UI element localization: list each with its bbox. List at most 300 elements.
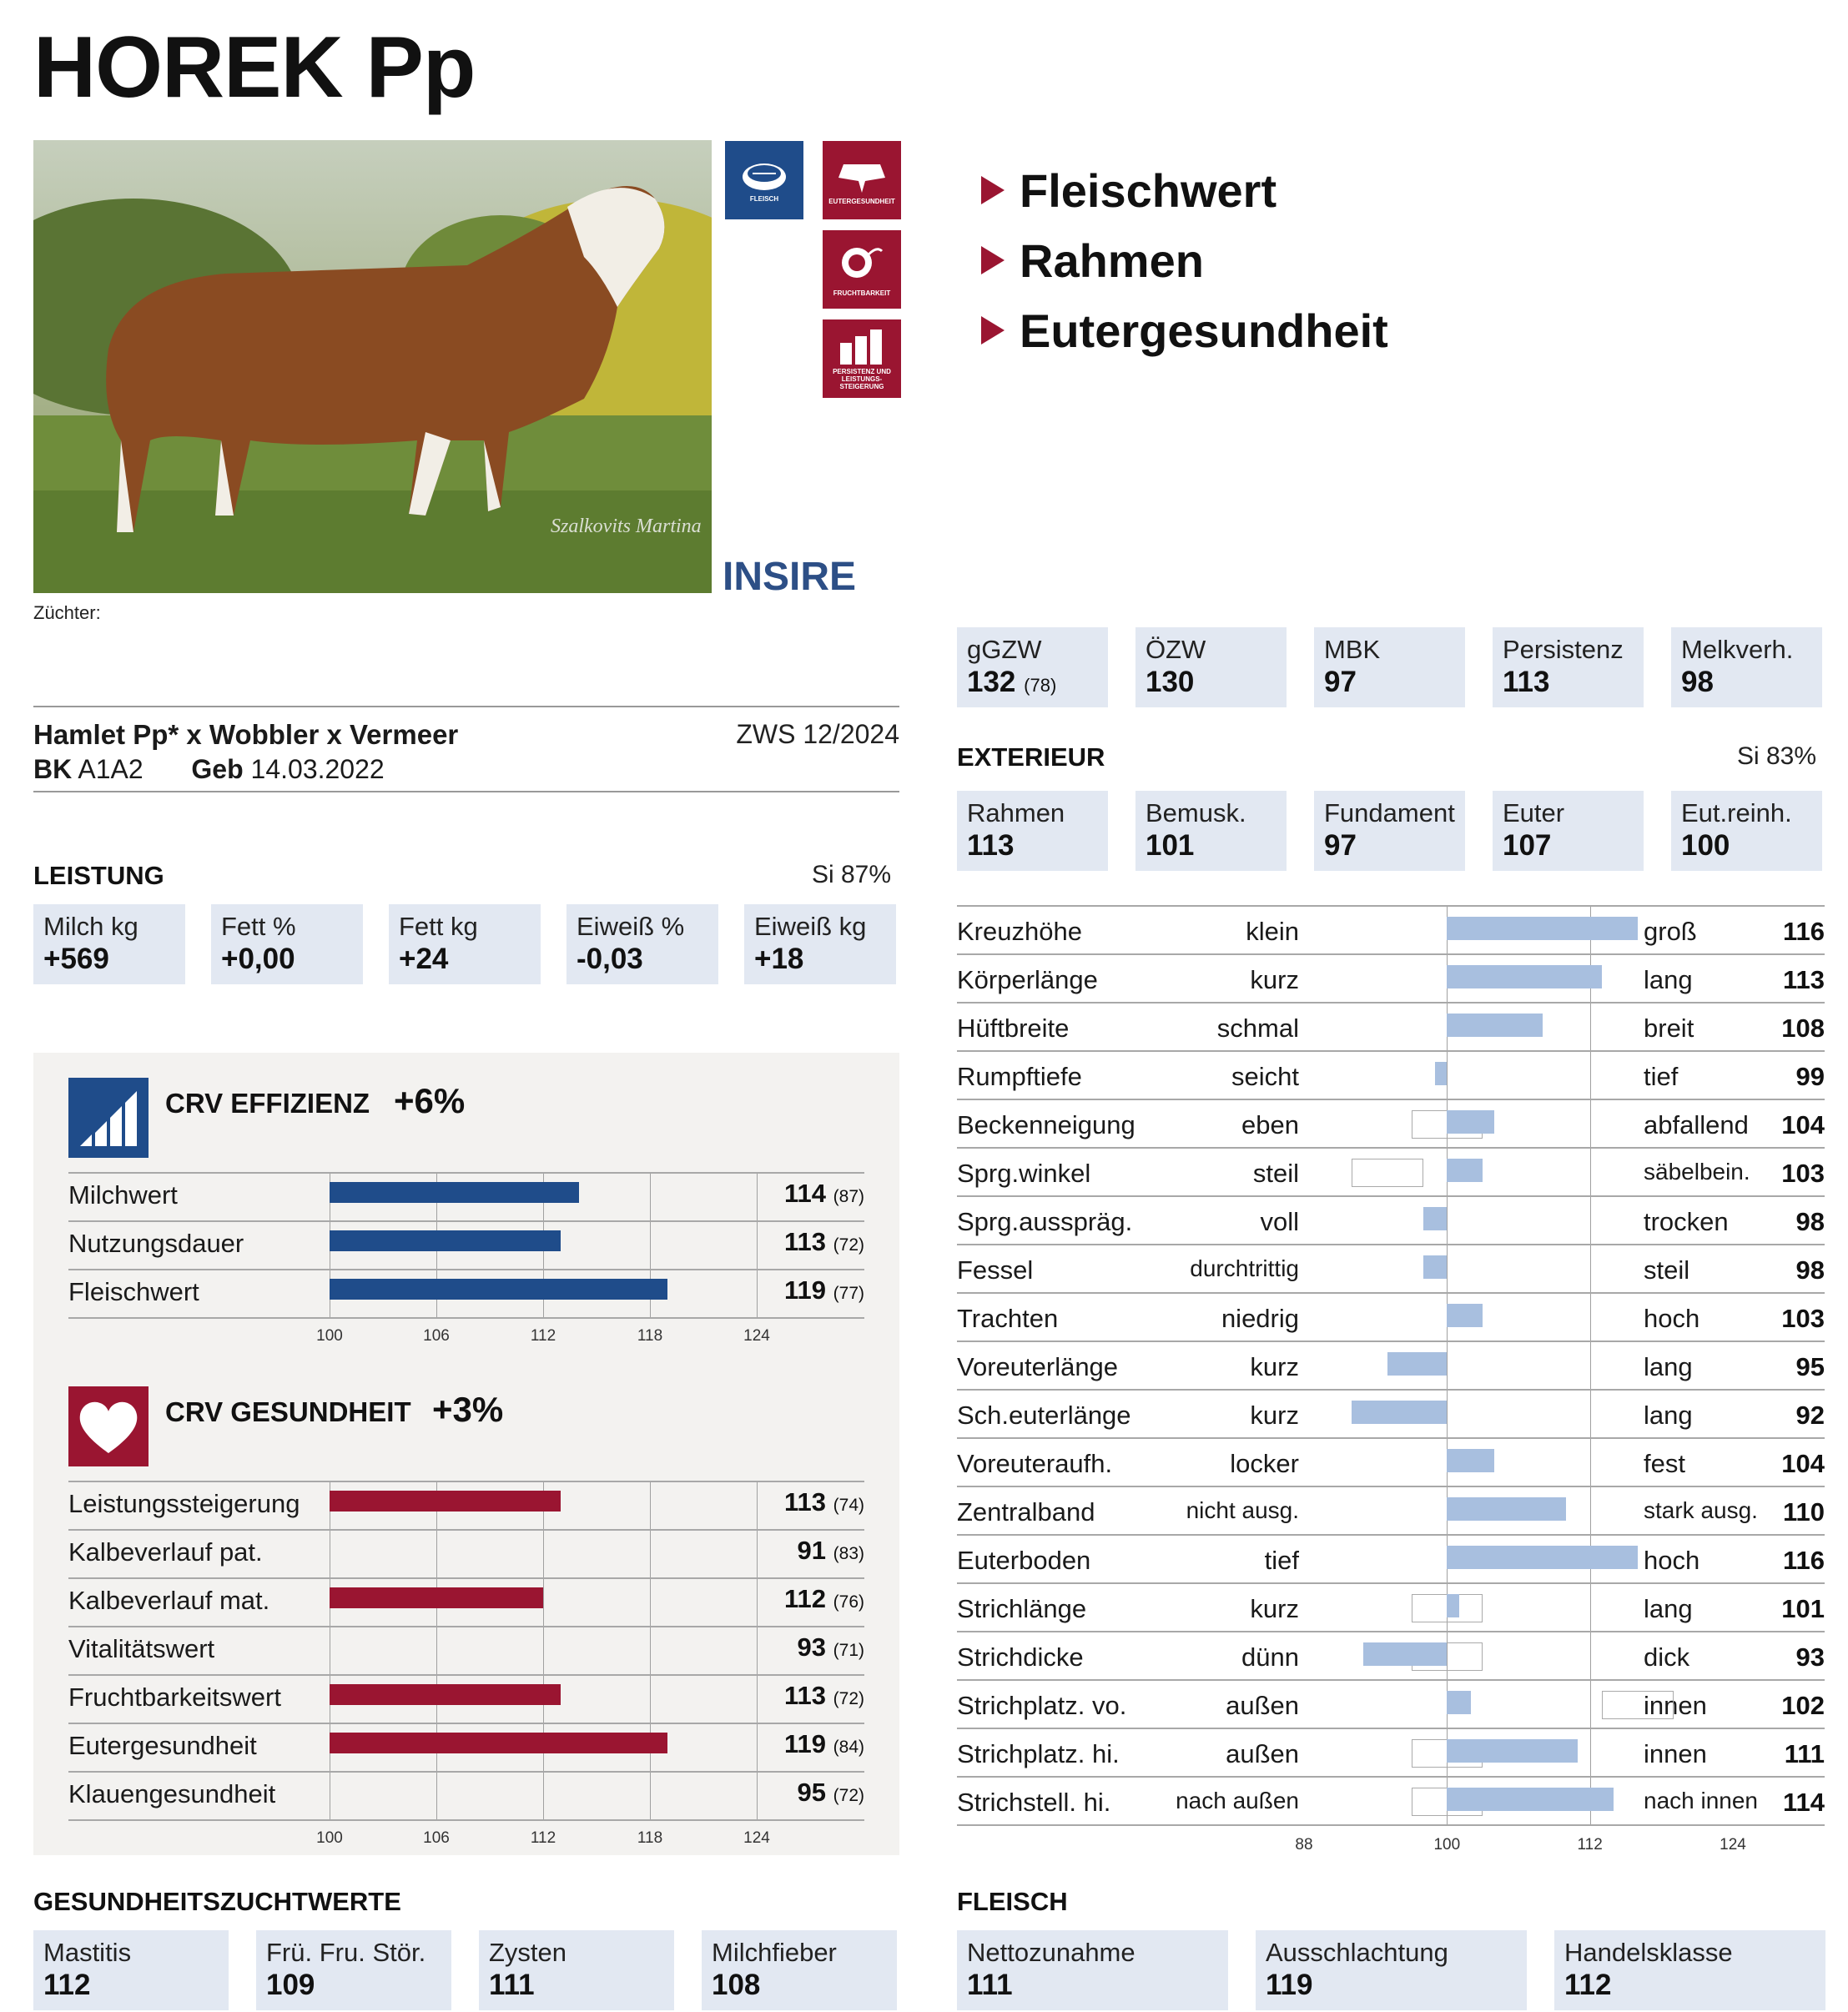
crv-row-number: 93 (797, 1632, 827, 1662)
value-box-value (266, 1969, 441, 2002)
exterieur-row-low: außen (1226, 1739, 1299, 1768)
crv-effizienz-pct: +6% (394, 1081, 466, 1120)
exterieur-row (957, 1437, 1825, 1486)
value-box (1314, 791, 1465, 871)
bullet-triangle-icon (981, 316, 1005, 345)
exterieur-row (957, 1195, 1825, 1244)
crv-bar (330, 1684, 561, 1705)
crv-tick-label: 106 (423, 1327, 450, 1345)
highlight-item (981, 155, 1388, 225)
crv-bar (330, 1733, 667, 1753)
exterieur-bar (1423, 1255, 1448, 1279)
value-box-label: Fett % (221, 912, 296, 941)
value-box-label: Fett kg (399, 912, 478, 941)
exterieur-row (957, 905, 1825, 953)
value-box-number: 111 (967, 1969, 1013, 2001)
exterieur-bar (1352, 1401, 1447, 1424)
exterieur-row-label: Euterboden (957, 1546, 1091, 1575)
value-box-number: 101 (1146, 829, 1195, 862)
value-box-label: Eut.reinh. (1681, 798, 1792, 827)
highlight-item (981, 225, 1388, 295)
value-box-label: Ausschlachtung (1266, 1938, 1448, 1967)
exterieur-row-low: steil (1252, 1159, 1299, 1188)
exterieur-row-label: Körperlänge (957, 965, 1098, 994)
photo-watermark: Szalkovits Martina (551, 516, 702, 537)
crv-row-value (798, 1632, 864, 1662)
exterieur-row-high: hoch (1644, 1304, 1700, 1333)
exterieur-row-high: dick (1644, 1642, 1690, 1672)
exterieur-row-high: innen (1644, 1739, 1707, 1768)
bullet-triangle-icon (981, 246, 1005, 274)
value-box-number: 113 (967, 829, 1015, 862)
exterieur-row-low: durchtrittig (1190, 1255, 1299, 1281)
exterieur-row-value: 110 (1782, 1497, 1825, 1527)
crv-gesundheit-title: CRV GESUNDHEIT (165, 1396, 411, 1427)
exterieur-row (957, 1292, 1825, 1340)
exterieur-row-high: groß (1644, 917, 1697, 946)
value-box (33, 904, 185, 984)
exterieur-bar (1435, 1062, 1447, 1085)
exterieur-row-label: Kreuzhöhe (957, 917, 1082, 946)
exterieur-row-high: säbelbein. (1644, 1159, 1750, 1185)
exterieur-row-value: 98 (1795, 1255, 1825, 1285)
exterieur-bar (1363, 1642, 1447, 1666)
value-box-value (1503, 829, 1634, 863)
crv-row-si: (74) (833, 1496, 864, 1515)
fleisch-icon (725, 141, 803, 219)
value-box-number: 112 (43, 1969, 91, 2001)
exterieur-row-low: außen (1226, 1691, 1299, 1720)
exterieur-row-label: Voreuterlänge (957, 1352, 1119, 1381)
exterieur-row-label: Strichplatz. vo. (957, 1691, 1127, 1720)
crv-row-label: Fleischwert (68, 1277, 199, 1306)
crv-gesundheit-pct: +3% (432, 1390, 504, 1429)
highlight-label: Rahmen (1020, 234, 1204, 287)
exterieur-row (957, 1679, 1825, 1728)
exterieur-bar (1447, 965, 1602, 988)
value-box-number: +569 (43, 943, 109, 975)
value-box-label: Melkverh. (1681, 635, 1794, 664)
value-box (566, 904, 718, 984)
exterieur-row-value: 95 (1795, 1352, 1825, 1381)
value-box-number: 97 (1324, 666, 1357, 698)
exterieur-row-low: kurz (1250, 965, 1299, 994)
exterieur-row-value: 101 (1781, 1594, 1825, 1623)
value-box (1314, 627, 1465, 707)
exterieur-row-value: 108 (1781, 1014, 1825, 1043)
exterieur-row-low: tief (1264, 1546, 1299, 1575)
value-box (957, 627, 1108, 707)
gesundheit-heart-icon (68, 1386, 149, 1466)
value-box-label: Fundament (1324, 798, 1455, 827)
crv-row-label: Kalbeverlauf mat. (68, 1586, 270, 1615)
value-box-value (1266, 1969, 1517, 2002)
crv-row-label: Vitalitätswert (68, 1634, 215, 1663)
crv-tick-label: 124 (743, 1327, 770, 1345)
value-box (1671, 791, 1822, 871)
exterieur-row-value: 92 (1795, 1401, 1825, 1430)
exterieur-row-high: fest (1644, 1449, 1685, 1478)
exterieur-row-label: Sch.euterlänge (957, 1401, 1131, 1430)
crv-row-label: Klauengesundheit (68, 1779, 276, 1808)
crv-row-si: (87) (833, 1187, 864, 1206)
crv-row-value (798, 1536, 864, 1566)
exterieur-row-low: schmal (1216, 1014, 1299, 1043)
value-box-label: Persistenz (1503, 635, 1624, 664)
crv-row-value (784, 1681, 864, 1711)
value-box-number: +18 (754, 943, 804, 975)
exterieur-row-low: eben (1241, 1110, 1299, 1139)
bull-photo (33, 140, 712, 593)
exterieur-row-value: 116 (1782, 917, 1825, 946)
optimum-range-box (1352, 1159, 1423, 1187)
exterieur-row-low: voll (1260, 1207, 1299, 1236)
value-box-value (489, 1969, 664, 2002)
exterieur-bar (1447, 1014, 1542, 1037)
exterieur-row-value: 116 (1782, 1546, 1825, 1575)
exterieur-row-label: Strichstell. hi. (957, 1788, 1111, 1817)
exterieur-row-value: 102 (1781, 1691, 1825, 1720)
exterieur-row-low: niedrig (1221, 1304, 1299, 1333)
exterieur-row-label: Zentralband (957, 1497, 1095, 1527)
exterieur-row-low: seicht (1231, 1062, 1299, 1091)
crv-row-si: (83) (833, 1544, 864, 1563)
exterieur-tick-label: 112 (1577, 1836, 1603, 1854)
bk-value: A1A2 (78, 754, 144, 784)
crv-tick-label: 118 (637, 1829, 663, 1847)
crv-row-number: 114 (784, 1179, 827, 1208)
crv-row-number: 91 (797, 1536, 827, 1565)
crv-row-label: Kalbeverlauf pat. (68, 1537, 263, 1567)
crv-row-si: (76) (833, 1592, 864, 1612)
exterieur-row-high: stark ausg. (1644, 1497, 1758, 1523)
value-box (957, 1930, 1228, 2010)
crv-bar (330, 1491, 561, 1512)
exterieur-row-label: Sprg.winkel (957, 1159, 1091, 1188)
value-box-label: Zysten (489, 1938, 567, 1967)
exterieur-row-value: 103 (1781, 1159, 1825, 1188)
crv-row-value (784, 1487, 864, 1517)
bull-photo-image (33, 140, 712, 593)
gesundheitszuchtwerte-title: GESUNDHEITSZUCHTWERTE (33, 1887, 401, 1916)
value-box-value (967, 829, 1098, 863)
value-box-value (43, 1969, 219, 2002)
divider (33, 706, 899, 707)
crv-row-label: Milchwert (68, 1180, 178, 1210)
value-box (33, 1930, 229, 2010)
exterieur-row-low: kurz (1250, 1594, 1299, 1623)
value-box-label: Handelsklasse (1564, 1938, 1733, 1967)
value-box-value (967, 666, 1098, 702)
value-box-number: 130 (1146, 666, 1195, 698)
crv-bottom-line (68, 1819, 864, 1821)
exterieur-bottom-line (957, 1824, 1825, 1826)
bk-label: BK (33, 754, 73, 784)
value-box-value (577, 943, 708, 976)
exterieur-bar (1447, 1788, 1614, 1811)
value-box-label: Nettozunahme (967, 1938, 1135, 1967)
value-box (1256, 1930, 1527, 2010)
crv-bottom-line (68, 1317, 864, 1319)
crv-bar (330, 1279, 667, 1300)
geb-label: Geb (191, 754, 244, 784)
value-box (1554, 1930, 1825, 2010)
birth-info (33, 754, 385, 785)
value-box-value (1681, 666, 1812, 699)
value-box (1671, 627, 1822, 707)
value-box-label: Frü. Fru. Stör. (266, 1938, 426, 1967)
value-box-label: Milchfieber (712, 1938, 837, 1967)
value-box (1135, 791, 1287, 871)
exterieur-row (957, 953, 1825, 1002)
exterieur-row-value: 104 (1781, 1110, 1825, 1139)
exterieur-row-high: innen (1644, 1691, 1707, 1720)
exterieur-bar (1447, 1594, 1458, 1617)
highlight-label: Fleischwert (1020, 163, 1277, 217)
crv-row-label: Leistungssteigerung (68, 1489, 300, 1518)
crv-row-si: (72) (833, 1235, 864, 1255)
crv-row-number: 112 (784, 1584, 827, 1613)
value-box-number: 112 (1564, 1969, 1612, 2001)
exterieur-row-label: Strichplatz. hi. (957, 1739, 1120, 1768)
value-box-number: 111 (489, 1969, 535, 2001)
value-box-value (712, 1969, 887, 2002)
highlight-label: Eutergesundheit (1020, 304, 1388, 357)
exterieur-title: EXTERIEUR (957, 742, 1105, 772)
value-box-number: 108 (712, 1969, 761, 2001)
crv-row (68, 1771, 864, 1818)
exterieur-bar (1447, 1497, 1566, 1521)
value-box-number: 132 (967, 666, 1016, 698)
exterieur-tick-label: 100 (1433, 1836, 1461, 1854)
crv-tick-label: 106 (423, 1829, 450, 1847)
exterieur-row-high: nach innen (1644, 1788, 1759, 1813)
value-box-value (1503, 666, 1634, 699)
crv-row-si: (71) (833, 1641, 864, 1660)
exterieur-row-label: Strichdicke (957, 1642, 1084, 1672)
value-box-value (43, 943, 175, 976)
value-box-value (1324, 666, 1455, 699)
crv-row-si: (84) (833, 1738, 864, 1757)
exterieur-row (957, 1486, 1825, 1534)
crv-row-number: 113 (784, 1681, 827, 1710)
exterieur-row-high: lang (1644, 1401, 1693, 1430)
exterieur-row-value: 114 (1782, 1788, 1825, 1817)
exterieur-row (957, 1002, 1825, 1050)
value-box-number: 107 (1503, 829, 1552, 862)
value-box-number: +24 (399, 943, 449, 975)
exterieur-bar (1423, 1207, 1448, 1230)
fruchtbarkeit-icon (823, 230, 901, 309)
insire-logo: INSIRE (723, 555, 857, 599)
crv-row-si: (72) (833, 1786, 864, 1805)
value-box-label: MBK (1324, 635, 1381, 664)
exterieur-row-value: 99 (1795, 1062, 1825, 1091)
value-box-label: Eiweiß % (577, 912, 685, 941)
value-box-number: 113 (1503, 666, 1550, 698)
fleisch-icon-label: FLEISCH (749, 194, 779, 203)
exterieur-bar (1447, 917, 1637, 940)
exterieur-row-label: Voreuteraufh. (957, 1449, 1113, 1478)
exterieur-row-low: locker (1230, 1449, 1299, 1478)
value-box-number: +0,00 (221, 943, 295, 975)
geb-value: 14.03.2022 (250, 754, 385, 784)
exterieur-row-label: Beckenneigung (957, 1110, 1135, 1139)
crv-row-label: Eutergesundheit (68, 1731, 257, 1760)
optimum-range-box (1602, 1691, 1674, 1719)
exterieur-row-label: Fessel (957, 1255, 1034, 1285)
page-title: HOREK Pp (33, 19, 476, 116)
crv-tick-label: 100 (316, 1829, 343, 1847)
value-box (957, 791, 1108, 871)
value-box-label: Bemusk. (1146, 798, 1246, 827)
crv-row-number: 113 (784, 1487, 827, 1517)
value-box-value (1564, 1969, 1815, 2002)
leistung-title: LEISTUNG (33, 861, 164, 890)
exterieur-tick-label: 124 (1720, 1836, 1746, 1854)
value-box (256, 1930, 451, 2010)
eutergesundheit-icon-label: EUTERGESUNDHEIT (828, 197, 895, 205)
persistenz-icon (823, 319, 901, 398)
exterieur-row-high: hoch (1644, 1546, 1700, 1575)
exterieur-row-low: klein (1246, 917, 1299, 946)
exterieur-row-low: nicht ausg. (1186, 1497, 1299, 1523)
crv-bar (330, 1230, 561, 1251)
highlights-list (981, 155, 1388, 365)
crv-tick-label: 112 (530, 1327, 556, 1345)
value-box-label: gGZW (967, 635, 1042, 664)
crv-row (68, 1626, 864, 1672)
exterieur-row-value: 111 (1784, 1739, 1825, 1768)
divider (33, 791, 899, 792)
crv-effizienz-title: CRV EFFIZIENZ (165, 1088, 370, 1119)
crv-row-label: Fruchtbarkeitswert (68, 1683, 281, 1712)
crv-tick-label: 112 (530, 1829, 556, 1847)
value-box-value (967, 1969, 1218, 2002)
crv-row-number: 119 (784, 1275, 827, 1305)
value-box-label: Mastitis (43, 1938, 132, 1967)
crv-row-value (784, 1179, 864, 1209)
crv-row-si: (77) (833, 1284, 864, 1303)
exterieur-row-label: Strichlänge (957, 1594, 1087, 1623)
crv-tick-label: 118 (637, 1327, 663, 1345)
exterieur-row-value: 93 (1795, 1642, 1825, 1672)
value-box-value (1146, 829, 1276, 863)
exterieur-row-high: abfallend (1644, 1110, 1749, 1139)
leistung-si: Si 87% (811, 861, 891, 888)
zws-label: ZWS 12/2024 (736, 719, 899, 749)
exterieur-row (957, 1244, 1825, 1292)
fruchtbarkeit-icon-label: FRUCHTBARKEIT (833, 289, 891, 297)
exterieur-row-high: lang (1644, 1352, 1693, 1381)
value-box-value (221, 943, 353, 976)
exterieur-bar (1387, 1352, 1447, 1376)
value-box (1493, 627, 1644, 707)
value-box-label: Rahmen (967, 798, 1065, 827)
exterieur-row-high: steil (1644, 1255, 1690, 1285)
crv-row-si: (72) (833, 1689, 864, 1708)
exterieur-row-high: tief (1644, 1062, 1679, 1091)
value-box-value (399, 943, 531, 976)
crv-row-number: 95 (797, 1778, 827, 1807)
exterieur-bar (1447, 1159, 1483, 1182)
value-box (702, 1930, 897, 2010)
value-box-number: 97 (1324, 829, 1357, 862)
exterieur-row (957, 1582, 1825, 1631)
exterieur-row-label: Sprg.ausspräg. (957, 1207, 1133, 1236)
crv-tick-label: 100 (316, 1327, 343, 1345)
value-box-number: 100 (1681, 829, 1730, 862)
exterieur-tick-label: 88 (1295, 1836, 1313, 1854)
value-box-label: Milch kg (43, 912, 138, 941)
value-box-value (1324, 829, 1455, 863)
value-box-label: Eiweiß kg (754, 912, 867, 941)
crv-row-value (798, 1778, 864, 1808)
persistenz-icon-label: PERSISTENZ UND LEISTUNGS-STEIGERUNG (833, 367, 891, 390)
exterieur-bar (1447, 1546, 1637, 1569)
exterieur-row-label: Hüftbreite (957, 1014, 1070, 1043)
exterieur-bar (1447, 1739, 1578, 1763)
exterieur-row-high: trocken (1644, 1207, 1729, 1236)
value-box (389, 904, 541, 984)
exterieur-row-value: 113 (1782, 965, 1825, 994)
value-box-number: 109 (266, 1969, 315, 2001)
value-box-value (1681, 829, 1812, 863)
value-box (1135, 627, 1287, 707)
exterieur-row-high: lang (1644, 965, 1693, 994)
exterieur-bar (1447, 1110, 1494, 1134)
value-box-label: Euter (1503, 798, 1565, 827)
value-box-value (754, 943, 886, 976)
value-box-sub: (78) (1024, 675, 1057, 696)
value-box-label: ÖZW (1146, 635, 1206, 664)
crv-row-value (784, 1275, 864, 1305)
value-box (211, 904, 363, 984)
exterieur-bar (1447, 1449, 1494, 1472)
value-box (1493, 791, 1644, 871)
value-box (744, 904, 896, 984)
exterieur-si: Si 83% (1736, 742, 1816, 770)
exterieur-row (957, 1050, 1825, 1099)
crv-bar (330, 1182, 579, 1203)
pedigree-line: Hamlet Pp* x Wobbler x Vermeer (33, 719, 459, 750)
crv-tick-label: 124 (743, 1829, 770, 1847)
fleisch-title: FLEISCH (957, 1887, 1068, 1916)
exterieur-row (957, 1776, 1825, 1824)
exterieur-row-high: breit (1644, 1014, 1694, 1043)
crv-bar (330, 1587, 543, 1608)
exterieur-row (957, 1534, 1825, 1582)
exterieur-row-low: kurz (1250, 1401, 1299, 1430)
crv-row-value (784, 1227, 864, 1257)
value-box-value (1146, 666, 1276, 699)
exterieur-row (957, 1728, 1825, 1776)
exterieur-row-label: Trachten (957, 1304, 1059, 1333)
value-box-number: -0,03 (577, 943, 643, 975)
exterieur-row-label: Rumpftiefe (957, 1062, 1082, 1091)
exterieur-row (957, 1099, 1825, 1147)
breeder-label: Züchter: (33, 602, 101, 623)
bullet-triangle-icon (981, 176, 1005, 204)
exterieur-bar (1447, 1691, 1471, 1714)
exterieur-row-high: lang (1644, 1594, 1693, 1623)
exterieur-bar (1447, 1304, 1483, 1327)
crv-row-value (784, 1584, 864, 1614)
effizienz-icon (68, 1078, 149, 1158)
exterieur-row-value: 104 (1781, 1449, 1825, 1478)
highlight-item (981, 295, 1388, 365)
exterieur-row-low: dünn (1241, 1642, 1299, 1672)
